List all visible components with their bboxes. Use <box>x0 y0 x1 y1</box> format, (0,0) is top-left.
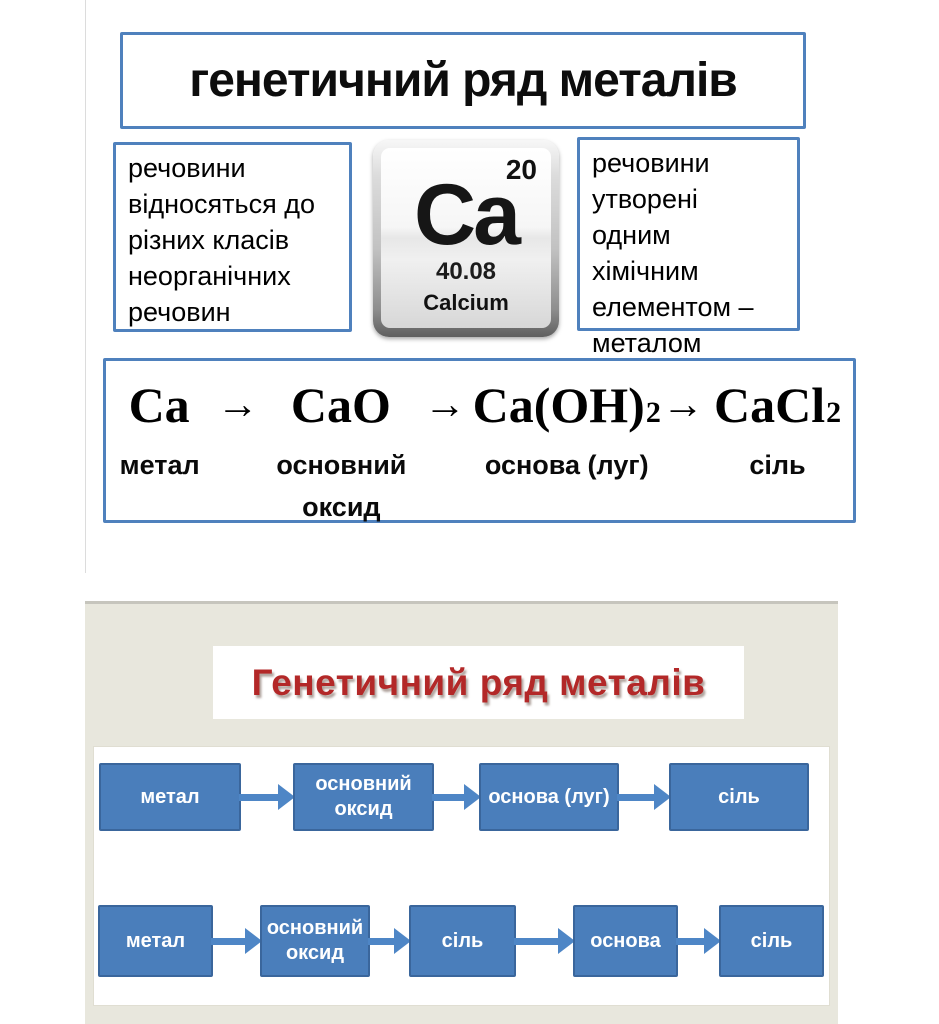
formula-text: Ca <box>128 377 190 433</box>
spacer <box>410 443 479 529</box>
formula-oxide <box>272 367 410 443</box>
arrow-right-icon <box>203 367 272 443</box>
formula-metal <box>116 367 203 443</box>
formula-text: CaO <box>290 377 391 433</box>
formula-hydroxide <box>472 367 661 443</box>
formula-salt <box>712 367 843 443</box>
arrow-right-icon <box>676 928 721 954</box>
definition-right-box <box>577 137 800 358</box>
element-symbol: Ca <box>414 167 518 263</box>
formula-text: Ca(OH) <box>472 377 645 433</box>
equation-label-oxide: основний оксид <box>276 450 407 522</box>
definition-left-box <box>113 142 352 332</box>
page-edge-divider <box>85 0 86 573</box>
arrow-right-icon <box>410 367 479 443</box>
slide2-title-box <box>213 646 744 719</box>
flow-box-row2-base: основа <box>573 905 678 977</box>
formula-subscript: 2 <box>645 396 661 430</box>
equation-label-base: основа (луг) <box>484 450 649 480</box>
atomic-mass: 40.08 <box>435 258 497 285</box>
slide2-title: Генетичний ряд металів <box>251 661 706 703</box>
atomic-number: 20 <box>505 154 537 185</box>
element-tile-face <box>381 148 551 328</box>
slide1-title-box <box>120 32 806 129</box>
arrow-glyph: → <box>423 382 466 428</box>
equation-label-metal: метал <box>119 450 200 480</box>
flow-box-row1-base: основа (луг) <box>479 763 619 831</box>
definition-left-text: речовини відносяться до різних класів неорганічних речовин <box>128 153 315 327</box>
flow-box-row2-salt1: сіль <box>409 905 516 977</box>
element-name: Calcium <box>423 290 509 315</box>
arrow-right-icon <box>617 784 671 810</box>
calcium-element-tile <box>373 140 559 337</box>
arrow-right-icon <box>239 784 295 810</box>
flow-box-row1-salt: сіль <box>669 763 809 831</box>
spacer <box>654 443 712 529</box>
arrow-right-icon <box>368 928 411 954</box>
equation-label-salt: сіль <box>749 450 806 480</box>
flowchart-panel <box>93 746 830 1006</box>
arrow-right-icon <box>432 784 481 810</box>
flow-box-row1-oxide: основний оксид <box>293 763 434 831</box>
flow-box-row1-metal: метал <box>99 763 241 831</box>
arrow-right-icon <box>211 928 262 954</box>
arrow-right-icon <box>514 928 575 954</box>
equation-grid <box>106 361 853 520</box>
spacer <box>203 443 272 529</box>
flow-box-row2-metal: метал <box>98 905 213 977</box>
arrow-right-icon <box>654 367 712 443</box>
flow-box-row2-oxide: основний оксид <box>260 905 370 977</box>
slide1-title: генетичний ряд металів <box>189 54 737 107</box>
arrow-glyph: → <box>216 382 259 428</box>
equation-box <box>103 358 856 523</box>
definition-right-text: речовини утворені одним хімічним елементом – металом <box>592 148 754 358</box>
slide-bottom <box>85 601 838 1024</box>
arrow-glyph: → <box>662 382 705 428</box>
flow-box-row2-salt2: сіль <box>719 905 824 977</box>
formula-text: CaCl <box>713 377 826 433</box>
formula-subscript: 2 <box>826 396 842 430</box>
